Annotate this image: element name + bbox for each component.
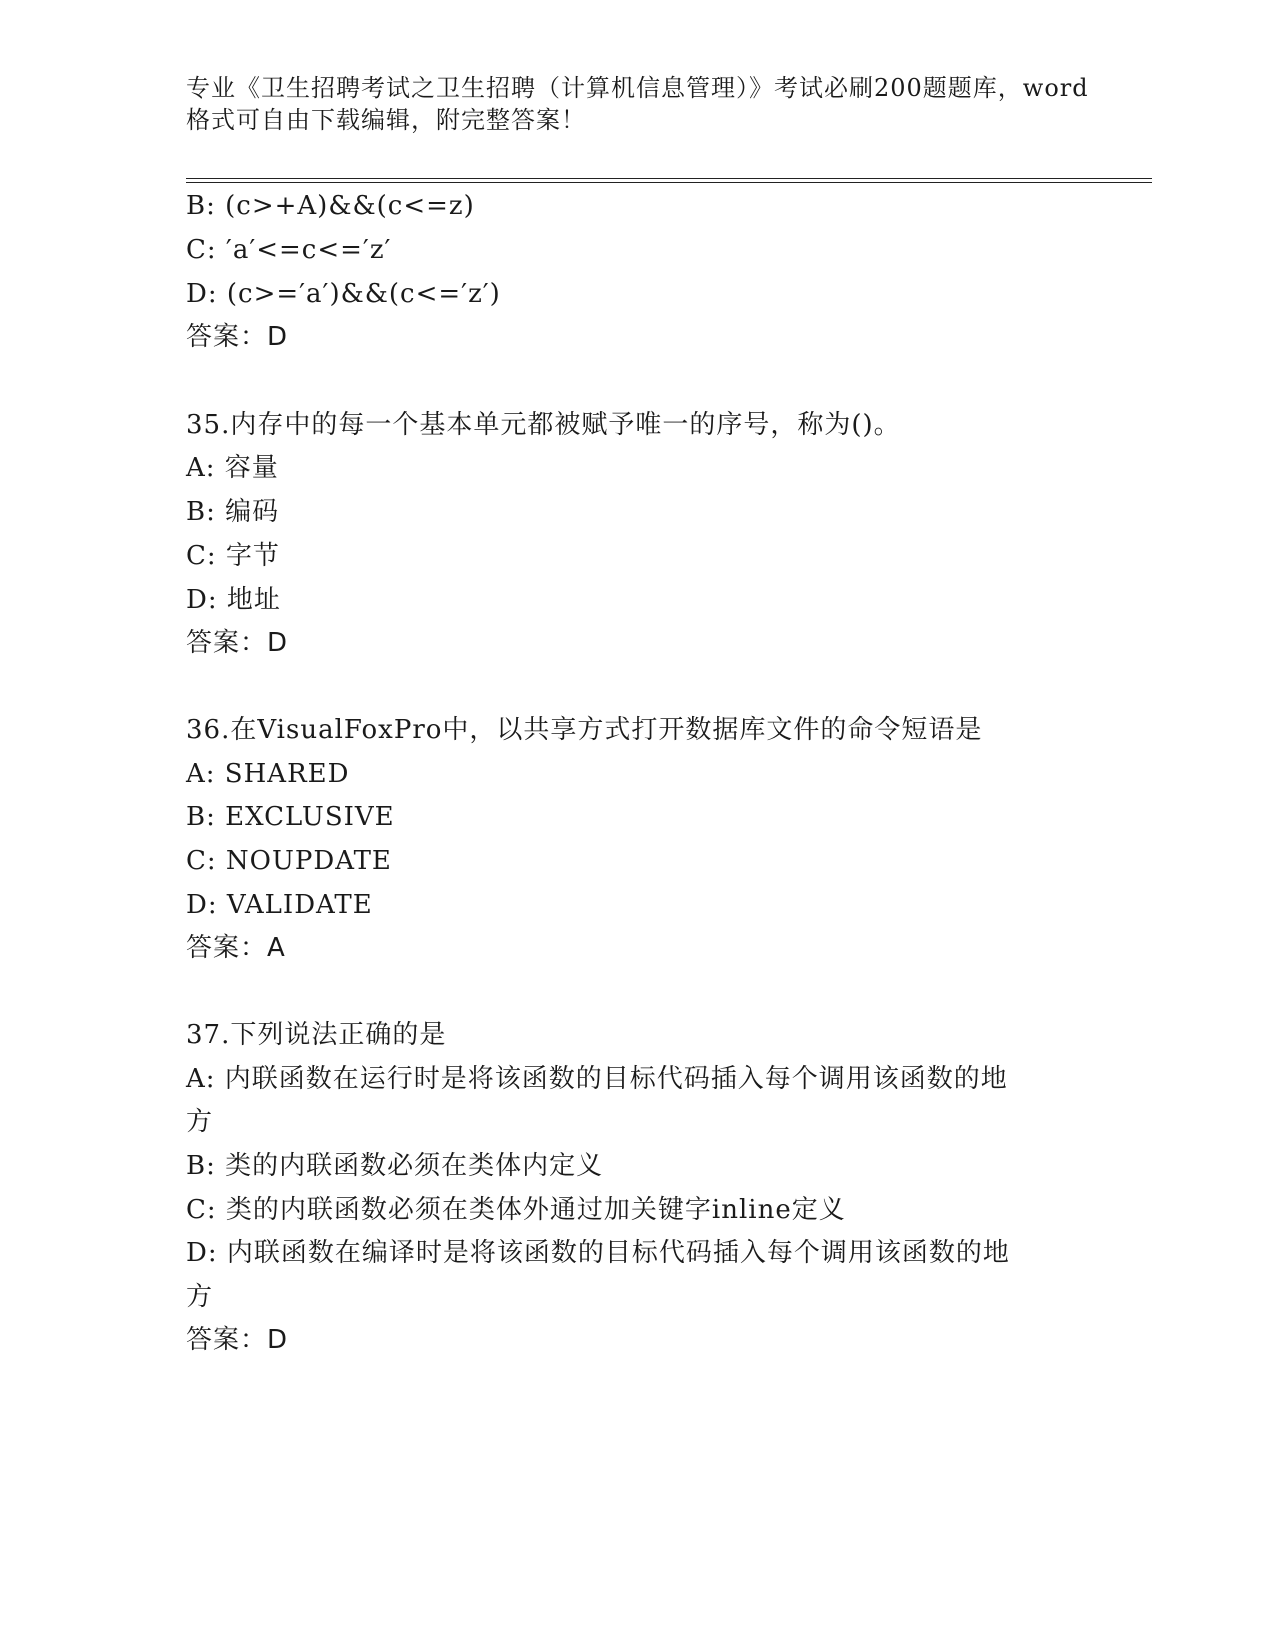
- q35-question: 35.内存中的每一个基本单元都被赋予唯一的序号，称为()。: [186, 410, 901, 440]
- q35-option-b: B: 编码: [186, 497, 280, 527]
- q35-option-a: A: 容量: [186, 453, 279, 483]
- q36-question: 36.在VisualFoxPro中，以共享方式打开数据库文件的命令短语是: [186, 715, 983, 745]
- q36-option-a: A: SHARED: [186, 759, 350, 789]
- q37-option-d-line-2: 方: [186, 1282, 214, 1312]
- q37-question: 37.下列说法正确的是: [186, 1020, 447, 1050]
- q34-answer: 答案：D: [186, 322, 289, 352]
- q34-option-d: D: (c>=′a′)&&(c<=′z′): [186, 279, 501, 309]
- q37-option-b: B: 类的内联函数必须在类体内定义: [186, 1151, 604, 1181]
- q35-option-c: C: 字节: [186, 541, 280, 571]
- q34-option-b: B: (c>+A)&&(c<=z): [186, 191, 475, 221]
- q37-option-a-line-1: A: 内联函数在运行时是将该函数的目标代码插入每个调用该函数的地: [186, 1064, 1008, 1094]
- q36-option-d: D: VALIDATE: [186, 890, 373, 920]
- q37-option-c: C: 类的内联函数必须在类体外通过加关键字inline定义: [186, 1195, 846, 1225]
- header-line-2: 格式可自由下载编辑，附完整答案！: [186, 106, 586, 134]
- q35-option-d: D: 地址: [186, 585, 281, 615]
- q35-answer: 答案：D: [186, 628, 289, 658]
- q34-option-c: C: ′a′<=c<=′z′: [186, 235, 392, 265]
- q36-answer: 答案：A: [186, 933, 286, 963]
- document-header: [186, 72, 1089, 136]
- q36-option-b: B: EXCLUSIVE: [186, 802, 395, 832]
- q37-option-a-line-2: 方: [186, 1107, 214, 1137]
- header-divider-bottom: [186, 182, 1152, 183]
- header-line-1: 专业《卫生招聘考试之卫生招聘（计算机信息管理）》考试必刷200题题库，word: [186, 74, 1089, 102]
- q36-option-c: C: NOUPDATE: [186, 846, 392, 876]
- q37-option-d-line-1: D: 内联函数在编译时是将该函数的目标代码插入每个调用该函数的地: [186, 1238, 1010, 1268]
- header-divider-top: [186, 178, 1152, 179]
- q37-answer: 答案：D: [186, 1325, 289, 1355]
